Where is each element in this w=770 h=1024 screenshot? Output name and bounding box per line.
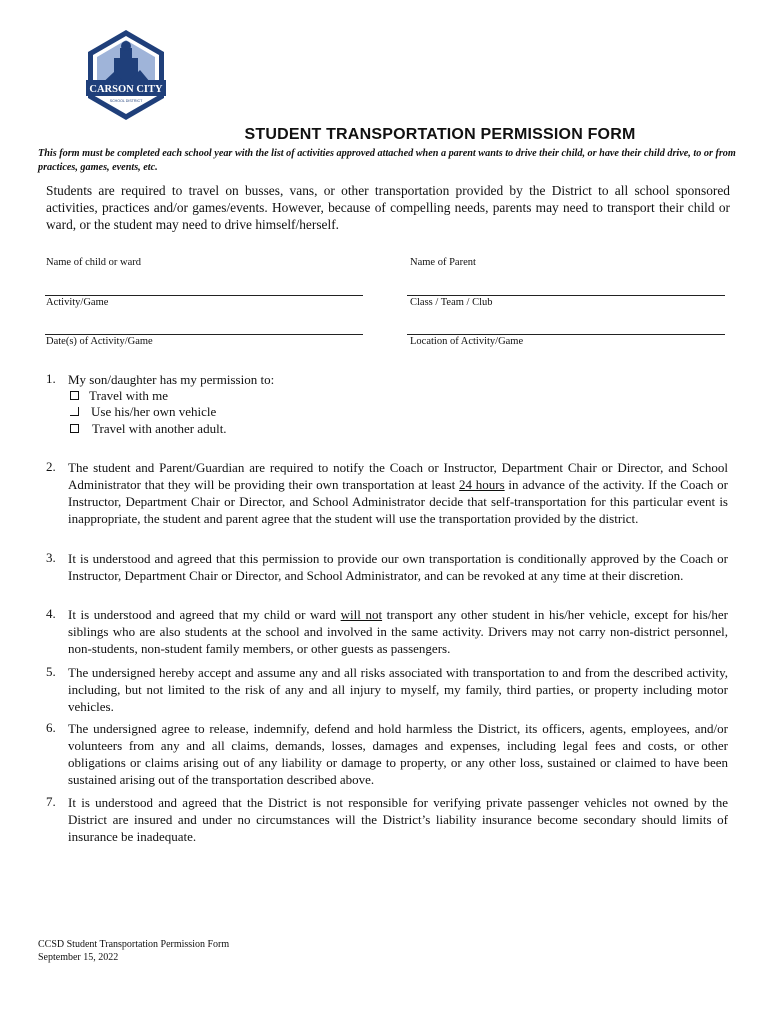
parent-name-line[interactable] <box>407 295 725 296</box>
class-line[interactable] <box>407 334 725 335</box>
underlined-will-not: will not <box>340 607 383 622</box>
form-title: STUDENT TRANSPORTATION PERMISSION FORM <box>244 126 636 143</box>
class-label: Class / Team / Club <box>410 297 493 308</box>
option-label: Travel with another adult. <box>92 421 227 436</box>
footer <box>38 938 229 964</box>
option-label: Use his/her own vehicle <box>91 404 217 419</box>
option-another-adult[interactable] <box>70 420 227 437</box>
item-6-text: The undersigned agree to release, indemnify, defend and hold harmless the District, its officers, agents, employees, and/or volunteers from any and all claims, demands, losses, damages and expenses, including legal fees and costs, or other obligations or claims arising out of any liability or damage to property, or any other loss, sustained or claimed to have been sustained arising out of the transportation described above. <box>68 721 728 787</box>
underlined-24-hours: 24 hours <box>458 477 505 492</box>
item-1-text: My son/daughter has my permission to: <box>68 372 275 387</box>
checkbox-icon[interactable] <box>70 407 79 416</box>
item-2-text: The student and Parent/Guardian are required to notify the Coach or Instructor, Department Chair or Director, and School Administrator that they will be providing their own transportation at least 24 hours in advance of the activity. If the Coach or Instructor, Department Chair or Director, and School Administrator decide that self-transportation for this particular event is inappropriate, the student and parent agree that the student will use the transportation provided by the district. <box>68 460 728 526</box>
option-travel-with-me[interactable] <box>70 387 168 404</box>
footer-form-name: CCSD Student Transportation Permission Form <box>38 939 230 950</box>
checkbox-icon[interactable] <box>70 391 79 400</box>
child-name-label: Name of child or ward <box>46 257 142 268</box>
item-4-text: It is understood and agreed that my child or ward will not transport any other student in his/her vehicle, except for his/her siblings who are also students at the school and involved in the same activity. Drivers may not carry non-district personnel, non-students, non-student family members, or other guests as passengers. <box>68 607 728 656</box>
parent-name-label: Name of Parent <box>410 257 476 268</box>
intro-paragraph: Students are required to travel on busses, vans, or other transportation provided by the District to all school sponsored activities, practices and/or games/events. However, because of compelling needs, parents may need to transport their child or ward, or the student may need to drive himself/herself. <box>46 183 730 232</box>
item-7-number: 7. <box>46 794 56 809</box>
footer-date: September 15, 2022 <box>38 952 119 963</box>
item-3-number: 3. <box>46 550 56 565</box>
item-5-text: The undersigned hereby accept and assume any and all risks associated with transportation to and from the described activity, including, but not limited to the risk of any and all injury to myself, my family, third parties, or property including motor vehicles. <box>68 665 728 714</box>
dates-label: Date(s) of Activity/Game <box>46 336 153 347</box>
item-6-number: 6. <box>46 720 56 735</box>
activity-label: Activity/Game <box>46 297 109 308</box>
item-2-number: 2. <box>46 459 56 474</box>
item-5-number: 5. <box>46 664 56 679</box>
item-1-number: 1. <box>46 371 56 386</box>
location-label: Location of Activity/Game <box>410 336 524 347</box>
item-3-text: It is understood and agreed that this permission to provide our own transportation is conditionally approved by the Coach or Instructor, Department Chair or Director, and School Administrator, and can be revoked at any time at their discretion. <box>68 551 728 583</box>
checkbox-icon[interactable] <box>70 424 79 433</box>
form-subtitle: This form must be completed each school year with the list of activities approved attached when a parent wants to drive their child, or have their child drive, to or from practices, games, events, etc. <box>38 148 736 173</box>
logo-subtext: SCHOOL DISTRICT <box>109 99 143 103</box>
item-7-text: It is understood and agreed that the District is not responsible for verifying private passenger vehicles not owned by the District are insured and under no circumstances will the District’s liability insurance become secondary should limits of insurance be inadequate. <box>68 795 728 844</box>
child-name-line[interactable] <box>45 295 363 296</box>
item-4-number: 4. <box>46 606 56 621</box>
logo-text: CARSON CITY <box>89 84 163 95</box>
activity-line[interactable] <box>45 334 363 335</box>
option-own-vehicle[interactable] <box>70 403 216 420</box>
option-label: Travel with me <box>89 388 168 403</box>
district-logo <box>84 28 168 124</box>
